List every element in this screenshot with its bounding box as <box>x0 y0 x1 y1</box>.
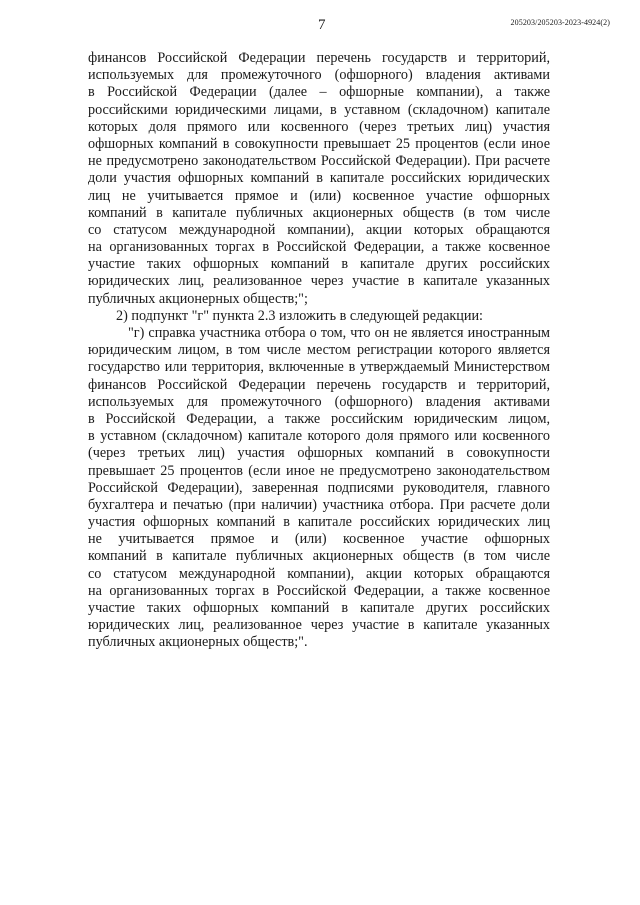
text-line: участие таких офшорных компаний в капитале других российских <box>88 600 550 616</box>
text-line: финансов Российской Федерации перечень государств и территорий, <box>88 50 550 66</box>
text-line: в Российской Федерации (далее – офшорные компании), а также <box>88 84 550 101</box>
document-reference: 205203/205203-2023-4924(2) <box>510 18 610 27</box>
text-line: со статусом международной компании), акции которых обращаются <box>88 221 550 238</box>
document-body <box>88 50 550 652</box>
text-line: которых доля прямого или косвенного (через третьих лиц) участия <box>88 118 550 135</box>
text-line: государство или территория, включенные в утверждаемый Министерством <box>88 359 550 376</box>
text-line: на организованных торгах в Российской Федерации, а также косвенное <box>88 582 550 599</box>
text-line: участия офшорных компаний в капитале российских юридических лиц <box>88 514 550 531</box>
text-line: доли участия офшорных компаний в капитале российских юридических <box>88 170 550 187</box>
text-line: не учитывается прямое и (или) косвенное участие офшорных <box>88 531 550 548</box>
text-line: публичных акционерных обществ;". <box>88 634 308 651</box>
text-line: лиц не учитывается прямое и (или) косвенное участие офшорных <box>88 187 550 204</box>
text-line: публичных акционерных обществ;"; <box>88 290 308 307</box>
text-line: на организованных торгах в Российской Федерации, а также косвенное <box>88 239 550 256</box>
text-line: юридических лиц, реализованное через участие в капитале указанных <box>88 617 550 634</box>
text-line: Российской Федерации), заверенная подписями руководителя, главного <box>88 479 550 496</box>
text-line: бухгалтера и печатью (при наличии) участника отбора. При расчете доли <box>88 496 550 513</box>
text-line: российскими юридическими лицами, в уставном (складочном) капитале <box>88 101 550 118</box>
text-line: 2) подпункт "г" пункта 2.3 изложить в следующей редакции: <box>116 307 483 324</box>
text-line: используемых для промежуточного (офшорного) владения активами <box>88 393 550 410</box>
text-line: офшорных компаний в совокупности превышает 25 процентов (если иное <box>88 135 550 152</box>
text-line: юридическим лицом, в том числе местом регистрации которого является <box>88 342 550 359</box>
page-number: 7 <box>318 17 326 33</box>
text-line: "г) справка участника отбора о том, что он не является иностранным <box>128 325 550 341</box>
text-line: в уставном (складочном) капитале которого доля прямого или косвенного <box>88 428 550 445</box>
text-line: (через третьих лиц) участия офшорных компаний в совокупности <box>88 445 550 462</box>
text-line: участие таких офшорных компаний в капитале других российских <box>88 256 550 273</box>
text-line: финансов Российской Федерации перечень государств и территорий, <box>88 376 550 393</box>
text-line: в Российской Федерации, а также российским юридическим лицом, <box>88 410 550 427</box>
text-line: используемых для промежуточного (офшорного) владения активами <box>88 67 550 84</box>
text-line: компаний в капитале публичных акционерных обществ (в том числе <box>88 548 550 565</box>
text-line: юридических лиц, реализованное через участие в капитале указанных <box>88 273 550 290</box>
text-line: превышает 25 процентов (если иное не предусмотрено законодательством <box>88 462 550 479</box>
text-line: не предусмотрено законодательством Российской Федерации). При расчете <box>88 153 550 170</box>
text-line: компаний в капитале публичных акционерных обществ (в том числе <box>88 204 550 221</box>
text-line: со статусом международной компании), акции которых обращаются <box>88 565 550 582</box>
